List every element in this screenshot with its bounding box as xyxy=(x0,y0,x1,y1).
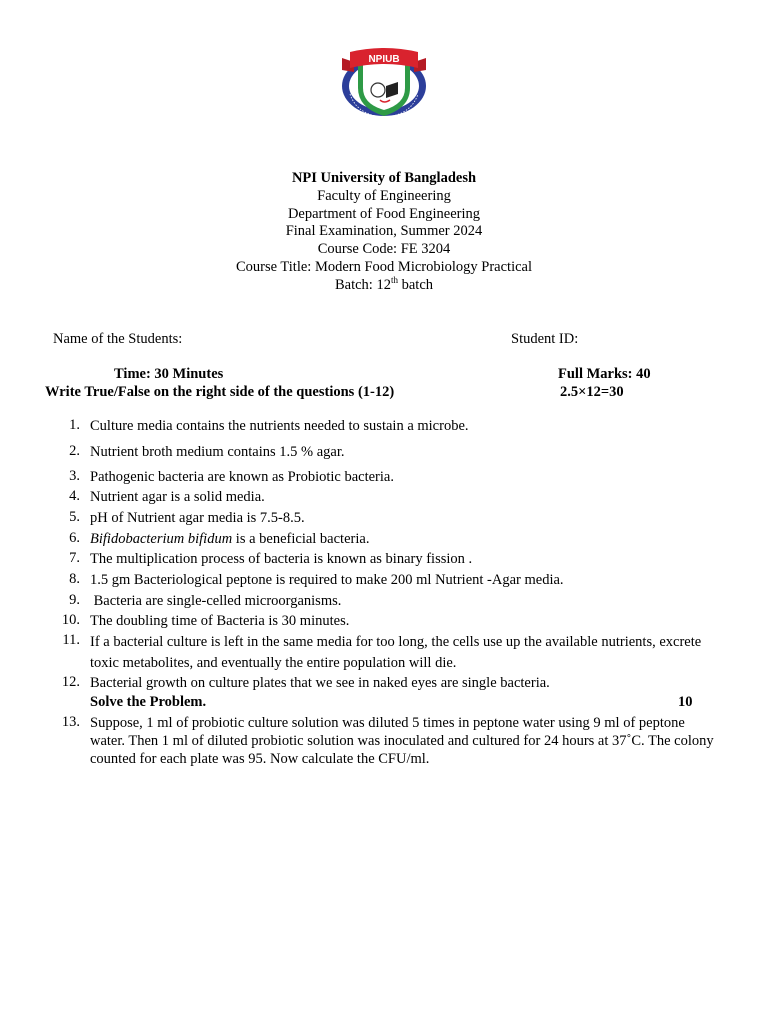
question-text: Nutrient agar is a solid media. xyxy=(90,489,265,505)
course-code: Course Code: FE 3204 xyxy=(317,241,451,258)
question-text: Pathogenic bacteria are known as Probiotic bacteria. xyxy=(90,469,394,485)
question-number: 3. xyxy=(69,468,80,484)
question-number: 9. xyxy=(69,592,80,608)
question-text: pH of Nutrient agar media is 7.5-8.5. xyxy=(90,510,305,526)
exam-time: Time: 30 Minutes xyxy=(114,366,224,382)
question-text: If a bacterial culture is left in the same media for too long, the cells use up the available nutrients, excrete toxic metabolites, and eventually the entire population will die. xyxy=(90,634,702,671)
question-text: The multiplication process of bacteria is known as binary fission . xyxy=(90,551,473,567)
question-number: 10. xyxy=(61,612,80,628)
student-name-label: Name of the Students: xyxy=(53,331,183,347)
question-number: 7. xyxy=(69,550,80,566)
question-number: 8. xyxy=(69,571,80,587)
exam-header xyxy=(0,170,768,295)
question-text: The doubling time of Bacteria is 30 minutes. xyxy=(90,613,350,629)
question-text: Bacteria are single-celled microorganisms. xyxy=(90,593,342,609)
question-number: 2. xyxy=(69,443,80,459)
species-name: Bifidobacterium bifidum xyxy=(90,531,233,547)
problem-section-marks: 10 xyxy=(678,694,693,710)
question-number: 5. xyxy=(69,509,80,525)
student-id-label: Student ID: xyxy=(511,331,579,347)
marks-formula: 2.5×12=30 xyxy=(560,384,624,400)
question-number: 12. xyxy=(61,674,80,690)
university-name: NPI University of Bangladesh xyxy=(291,170,477,186)
question-number: 6. xyxy=(69,530,80,546)
department-name: Department of Food Engineering xyxy=(287,205,481,222)
problem-text: Suppose, 1 ml of probiotic culture solution was diluted 5 times in peptone water using 9 ml of peptone water. Then 1 ml of diluted probiotic solution was inoculated and cultured for 24 hours at 37˚C. The colony counted for each plate was 95. Now calculate the CFU/ml. xyxy=(90,715,714,767)
question-text: 1.5 gm Bacteriological peptone is required to make 200 ml Nutrient -Agar media. xyxy=(90,572,564,588)
question-number: 11. xyxy=(62,632,80,648)
question-number: 4. xyxy=(69,488,80,504)
question-text: Nutrient broth medium contains 1.5 % agar. xyxy=(90,444,345,460)
faculty-name: Faculty of Engineering xyxy=(317,187,451,204)
question-number: 1. xyxy=(69,417,80,433)
instruction-text: Write True/False on the right side of the questions (1-12) xyxy=(45,384,395,400)
question-text: Bacterial growth on culture plates that we see in naked eyes are single bacteria. xyxy=(90,675,550,691)
question-text: Culture media contains the nutrients needed to sustain a microbe. xyxy=(90,418,469,434)
question-text: Bifidobacterium bifidum is a beneficial bacteria. xyxy=(90,531,370,547)
course-title: Course Title: Modern Food Microbiology Practical xyxy=(235,258,533,275)
problem-number: 13. xyxy=(61,714,80,730)
batch: Batch: 12th batch xyxy=(334,274,434,293)
exam-name: Final Examination, Summer 2024 xyxy=(285,223,483,240)
full-marks: Full Marks: 40 xyxy=(558,366,651,382)
university-logo xyxy=(336,42,432,122)
problem-section-title: Solve the Problem. xyxy=(90,694,207,710)
logo-banner-text: NPIUB xyxy=(368,54,400,65)
